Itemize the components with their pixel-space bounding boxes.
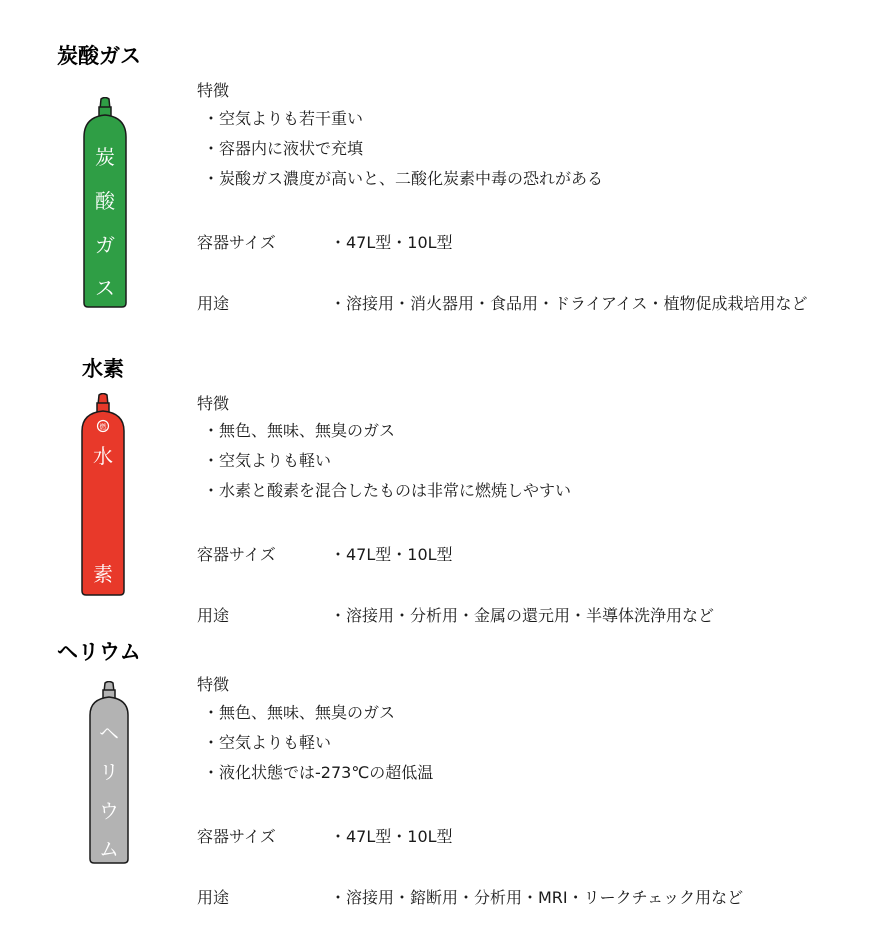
- container-size-label: 容器サイズ: [197, 827, 276, 846]
- feature-item: ・空気よりも若干重い: [203, 109, 364, 128]
- usage-value: ・溶接用・鎔断用・分析用・MRI・リークチェック用など: [330, 888, 744, 907]
- feature-item: ・無色、無味、無臭のガス: [203, 421, 396, 440]
- features-heading: 特徴: [197, 81, 230, 100]
- feature-item: ・炭酸ガス濃度が高いと、二酸化炭素中毒の恐れがある: [203, 169, 604, 188]
- features-heading: 特徴: [197, 394, 230, 413]
- container-size-label: 容器サイズ: [197, 545, 276, 564]
- usage-label: 用途: [197, 888, 230, 907]
- gas-cylinder-illustration: [78, 393, 128, 597]
- cylinder-label-char: ム: [99, 837, 119, 861]
- usage-value: ・溶接用・分析用・金属の還元用・半導体洗浄用など: [330, 606, 715, 625]
- container-size-value: ・47L型・10L型: [330, 827, 453, 846]
- cylinder-label-char: 酸: [95, 189, 115, 213]
- cylinder-label-char: 炭: [95, 145, 115, 169]
- cylinder-label-char: ス: [95, 276, 115, 300]
- features-list: [203, 109, 603, 199]
- feature-item: ・水素と酸素を混合したものは非常に燃焼しやすい: [203, 481, 572, 500]
- features-list: [203, 703, 438, 793]
- container-size-value: ・47L型・10L型: [330, 545, 453, 564]
- gas-title: 水素: [82, 357, 124, 381]
- gas-title: ヘリウム: [57, 640, 141, 664]
- feature-item: ・液化状態では-273℃の超低温: [203, 763, 434, 782]
- container-size-label: 容器サイズ: [197, 233, 276, 252]
- container-size-value: ・47L型・10L型: [330, 233, 453, 252]
- gas-title: 炭酸ガス: [57, 44, 141, 68]
- cylinder-label-char: リ: [99, 760, 119, 784]
- cylinder-label-char: ガ: [95, 233, 115, 257]
- cylinder-label-char: 水: [93, 444, 113, 468]
- features-list: [203, 421, 571, 511]
- svg-text:燃: 燃: [99, 423, 107, 431]
- cylinder-label-char: ウ: [99, 799, 119, 823]
- feature-item: ・無色、無味、無臭のガス: [203, 703, 396, 722]
- feature-item: ・容器内に液状で充填: [203, 139, 364, 158]
- feature-item: ・空気よりも軽い: [203, 733, 332, 752]
- features-heading: 特徴: [197, 675, 230, 694]
- usage-label: 用途: [197, 294, 230, 313]
- cylinder-label-char: 素: [93, 562, 113, 586]
- usage-value: ・溶接用・消火器用・食品用・ドライアイス・植物促成栽培用など: [330, 294, 808, 313]
- cylinder-label-char: ヘ: [99, 721, 119, 745]
- gas-cylinder-illustration: [80, 97, 130, 309]
- usage-label: 用途: [197, 606, 230, 625]
- gas-cylinder-illustration: [86, 681, 132, 865]
- feature-item: ・空気よりも軽い: [203, 451, 332, 470]
